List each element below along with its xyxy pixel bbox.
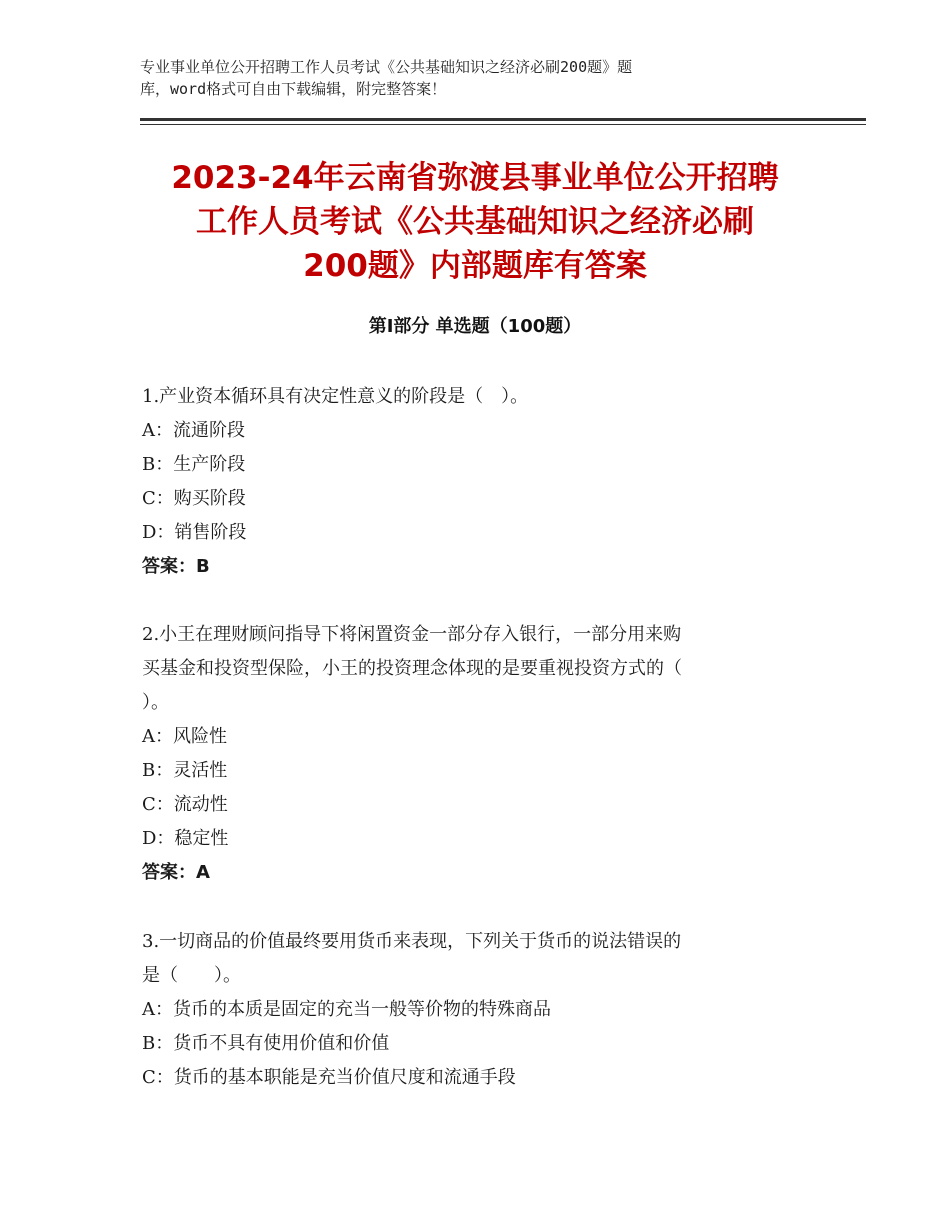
- title-line: 2023-24年云南省弥渡县事业单位公开招聘: [171, 160, 779, 196]
- question-option: D：销售阶段: [142, 522, 247, 543]
- question-option: C：流动性: [142, 794, 228, 815]
- question-stem: ）。: [142, 692, 169, 713]
- header-divider: [140, 118, 866, 121]
- section-title: 第Ⅰ部分 单选题（100题）: [368, 316, 582, 337]
- question-stem: 2.小王在理财顾问指导下将闲置资金一部分存入银行，一部分用来购: [142, 624, 682, 645]
- header-note-line: 库，word格式可自由下载编辑，附完整答案！: [140, 80, 447, 98]
- question-answer: 答案：B: [142, 556, 210, 577]
- document-title: [120, 156, 830, 288]
- question-2: [142, 618, 802, 890]
- question-1: [142, 380, 802, 584]
- question-option: D：稳定性: [142, 828, 229, 849]
- title-line: 工作人员考试《公共基础知识之经济必刷: [196, 204, 754, 240]
- header-divider-thin: [140, 124, 866, 125]
- question-option: B：货币不具有使用价值和价值: [142, 1033, 390, 1054]
- header-note-line: 专业事业单位公开招聘工作人员考试《公共基础知识之经济必刷200题》题: [140, 58, 633, 76]
- question-option: C：购买阶段: [142, 488, 246, 509]
- question-stem: 1.产业资本循环具有决定性意义的阶段是（ ）。: [142, 386, 529, 407]
- question-option: B：灵活性: [142, 760, 228, 781]
- question-answer: 答案：A: [142, 862, 210, 883]
- question-option: C：货币的基本职能是充当价值尺度和流通手段: [142, 1067, 516, 1088]
- question-stem: 买基金和投资型保险，小王的投资理念体现的是要重视投资方式的（: [142, 658, 682, 679]
- question-option: A：流通阶段: [142, 420, 245, 441]
- question-option: B：生产阶段: [142, 454, 246, 475]
- question-option: A：货币的本质是固定的充当一般等价物的特殊商品: [142, 999, 551, 1020]
- question-stem: 是（ ）。: [142, 965, 241, 986]
- header-note: [140, 56, 780, 100]
- question-option: A：风险性: [142, 726, 227, 747]
- question-3: [142, 925, 802, 1095]
- question-stem: 3.一切商品的价值最终要用货币来表现，下列关于货币的说法错误的: [142, 931, 682, 952]
- title-line: 200题》内部题库有答案: [303, 248, 647, 284]
